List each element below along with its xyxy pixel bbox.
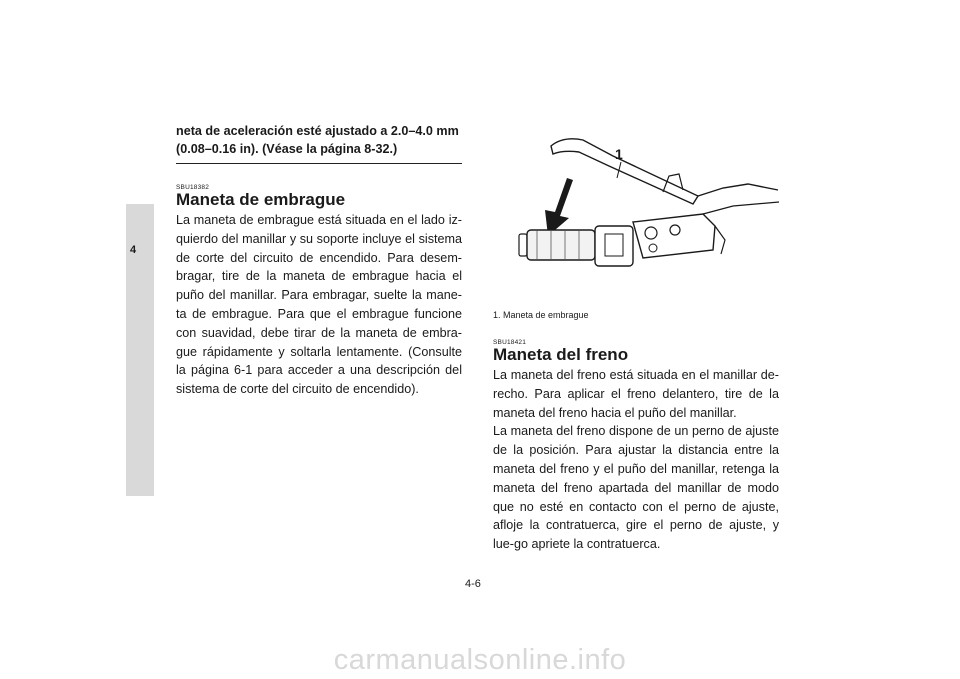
grip-end-icon xyxy=(519,234,527,256)
section-heading-clutch: Maneta de embrague xyxy=(176,190,346,209)
section-code: SBU18382 xyxy=(176,184,210,191)
clutch-body xyxy=(176,211,462,399)
warning-continuation: neta de aceleración esté ajustado a 2.0–4.0 mm (0.08–0.16 in). (Véase la página 8-32.) xyxy=(176,124,459,156)
brake-body xyxy=(493,366,779,554)
figure-caption: 1. Maneta de embrague xyxy=(493,310,589,320)
figure-callout: 1 xyxy=(615,146,623,162)
warning-rule xyxy=(176,163,462,164)
clutch-lever-illustration xyxy=(493,130,779,296)
clutch-lever-icon xyxy=(551,139,698,204)
left-column xyxy=(176,122,462,399)
clutch-lever-drawing xyxy=(493,130,779,296)
brake-paragraph-1: La maneta del freno está situada en el manillar de-recho. Para aplicar el freno delantero, tire de la maneta del freno hacia el puño del manillar. xyxy=(493,368,779,420)
brake-paragraph-2: La maneta del freno dispone de un perno de ajuste de la posición. Para ajustar la distancia entre la maneta del freno y el puño del manillar, retenga la maneta del freno apartada del manillar de modo que no esté en contacto con el perno de ajuste, afloje la contratuerca, gire el perno de ajuste, y lue-go apriete la contratuerca. xyxy=(493,424,779,552)
section-code-brake: SBU18421 xyxy=(493,339,527,346)
watermark: carmanualsonline.info xyxy=(333,644,627,676)
chapter-number: 4 xyxy=(130,244,137,256)
pull-arrow-icon xyxy=(545,178,573,236)
right-column xyxy=(493,339,779,554)
page-number: 4-6 xyxy=(465,578,481,590)
clutch-paragraph: La maneta de embrague está situada en el lado iz-quierdo del manillar y su soporte incluye el sistema de corte del circuito de encendido. Para desem-bragar, tire de la maneta de embrague hacia el puño del manillar. Para embragar, suelte la mane-ta de embrague. Para que el embrague funcione con suavidad, debe tirar de la maneta de embra-gue rápidamente y soltarla lentamente. (Consulte la página 6-1 para acceder a una descripción del sistema de corte del circuito de encendido). xyxy=(176,213,462,397)
section-heading-brake: Maneta del freno xyxy=(493,345,629,364)
